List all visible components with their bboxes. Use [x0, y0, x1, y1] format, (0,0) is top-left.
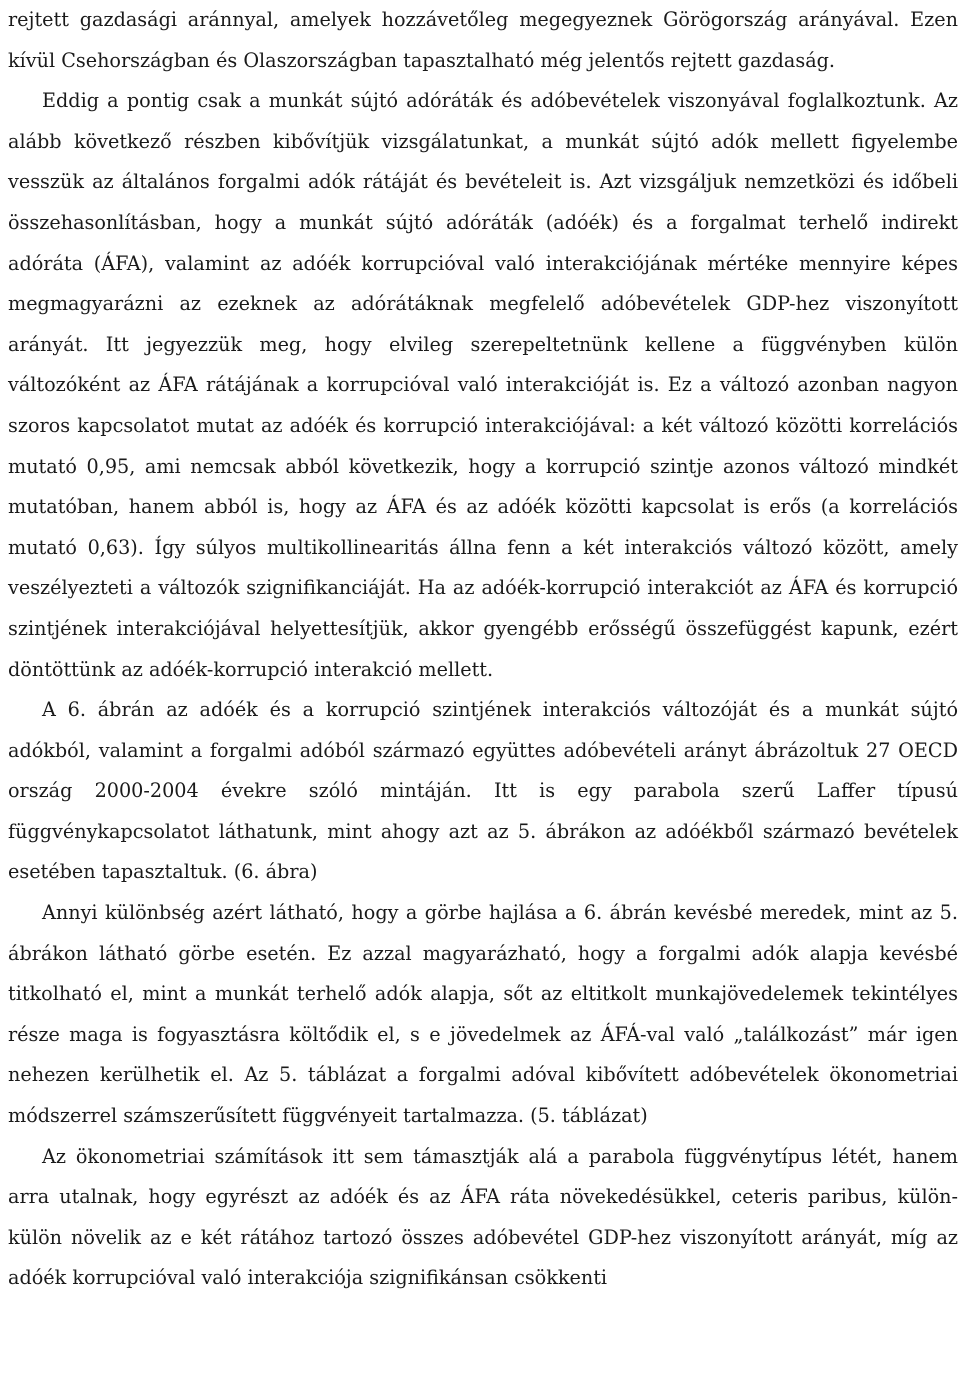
paragraph-5: Az ökonometriai számítások itt sem támasztják alá a parabola függvénytípus létét, hanem arra utalnak, hogy egyrészt az adóék és az ÁFA ráta növekedésükkel, ceteris paribus, külön-külön növelik az e két rátához tartozó összes adóbevétel GDP-hez viszonyított arányát, míg az adóék korrupcióval való interakciója szignifikánsan csökkenti	[8, 1144, 958, 1290]
paragraph-3: A 6. ábrán az adóék és a korrupció szintjének interakciós változóját és a munkát sújtó adókból, valamint a forgalmi adóból származó együttes adóbevételi arányt ábrázoltuk 27 OECD ország 2000-2004 évekre szóló mintáján. Itt is egy parabola szerű Laffer típusú függvénykapcsolatot láthatunk, mint ahogy azt az 5. ábrákon az adóékből származó bevételek esetében tapasztaltuk. (6. ábra)	[8, 698, 958, 884]
paragraph-4: Annyi különbség azért látható, hogy a görbe hajlása a 6. ábrán kevésbé meredek, mint az 5. ábrákon látható görbe esetén. Ez azzal magyarázható, hogy a forgalmi adók alapja kevésbé titkolható el, mint a munkát terhelő adók alapja, sőt az eltitkolt munkajövedelemek tekintélyes része maga is fogyasztásra költődik el, s e jövedelmek az ÁFÁ-val való „találkozást” már igen nehezen kerülhetik el. Az 5. táblázat a forgalmi adóval kibővített adóbevételek ökonometriai módszerrel számszerűsített függvényeit tartalmazza. (5. táblázat)	[8, 901, 958, 1128]
paragraph-2: Eddig a pontig csak a munkát sújtó adóráták és adóbevételek viszonyával foglalkoztunk. Az alább következő részben kibővítjük vizsgálatunkat, a munkát sújtó adók mellett figyelembe vesszük az általános forgalmi adók rátáját és bevételeit is. Azt vizsgáljuk nemzetközi és időbeli összehasonlításban, hogy a munkát sújtó adóráták (adóék) és a forgalmat terhelő indirekt adóráta (ÁFA), valamint az adóék korrupcióval való interakciójának mértéke mennyire képes megmagyarázni az ezeknek az adórátáknak megfelelő adóbevételek GDP-hez viszonyított arányát. Itt jegyezzük meg, hogy elvileg szerepeltetnünk kellene a függvényben külön változóként az ÁFA rátájának a korrupcióval való interakcióját is. Ez a változó azonban nagyon szoros kapcsolatot mutat az adóék és korrupció interakciójával: a két változó közötti korrelációs mutató 0,95, ami nemcsak abból következik, hogy a korrupció szintje azonos változó mindkét mutatóban, hanem abból is, hogy az ÁFA és az adóék közötti kapcsolat is erős (a korrelációs mutató 0,63). Így súlyos multikollinearitás állna fenn a két interakciós változó között, amely veszélyezteti a változók szignifikanciáját. Ha az adóék-korrupció interakciót az ÁFA és korrupció szintjének interakciójával helyettesítjük, akkor gyengébb erősségű összefüggést kapunk, ezért döntöttünk az adóék-korrupció interakció mellett.	[8, 89, 958, 681]
paragraph-1: rejtett gazdasági aránnyal, amelyek hozzávetőleg megegyeznek Görögország arányával. Ezen kívül Csehországban és Olaszországban tapasztalható még jelentős rejtett gazdaság.	[8, 8, 958, 72]
document-page	[8, 0, 958, 1299]
